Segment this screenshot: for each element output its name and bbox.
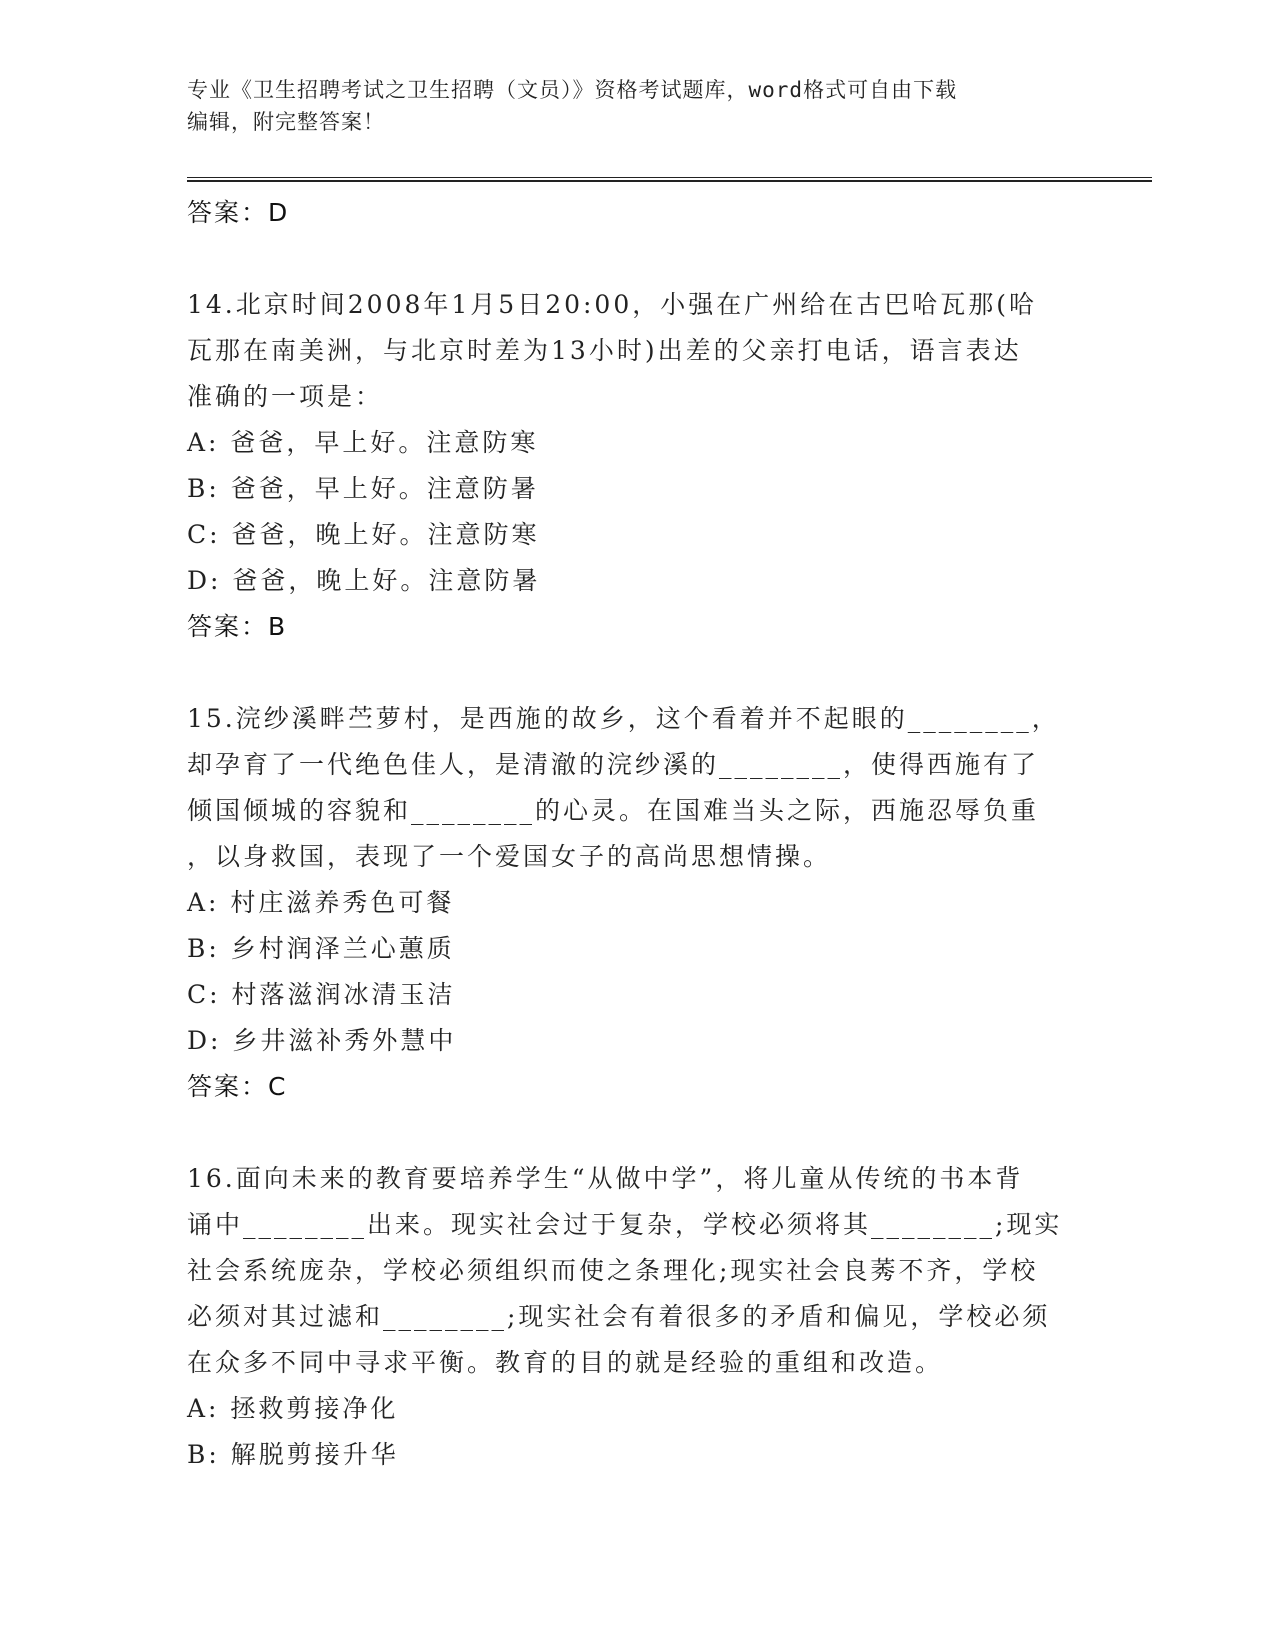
question-text-line: 必须对其过滤和________;现实社会有着很多的矛盾和偏见，学校必须 [187,1302,1051,1331]
question-text-line: 却孕育了一代绝色佳人，是清澈的浣纱溪的________，使得西施有了 [187,750,1040,779]
spacer [187,236,1087,282]
spacer [187,650,1087,696]
answer: 答案：C [187,1072,288,1101]
question-text-line: 15.浣纱溪畔苎萝村，是西施的故乡，这个看着并不起眼的________， [187,704,1060,733]
question-text-line: 诵中________出来。现实社会过于复杂，学校必须将其________;现实 [187,1210,1063,1239]
spacer [187,1110,1087,1156]
question-text-line: 准确的一项是： [187,382,384,411]
question-16 [187,1156,1087,1478]
header-divider-thick [187,180,1152,182]
header-divider-thin [187,177,1152,178]
question-text-line: ，以身救国，表现了一个爱国女子的高尚思想情操。 [187,842,832,871]
answer: 答案：B [187,612,288,641]
page-header [187,74,1087,138]
option-c: C: 爸爸，晚上好。注意防寒 [187,520,540,549]
question-text-line: 在众多不同中寻求平衡。教育的目的就是经验的重组和改造。 [187,1348,944,1377]
header-line-2: 编辑，附完整答案！ [187,110,385,134]
question-text-line: 瓦那在南美洲，与北京时差为13小时)出差的父亲打电话，语言表达 [187,336,1022,365]
question-14 [187,282,1087,650]
question-text-line: 14.北京时间2008年1月5日20:00，小强在广州给在古巴哈瓦那(哈 [187,290,1037,319]
question-text-line: 16.面向未来的教育要培养学生“从做中学”，将儿童从传统的书本背 [187,1164,1024,1193]
option-c: C: 村落滋润冰清玉洁 [187,980,456,1009]
option-a: A: 爸爸，早上好。注意防寒 [187,428,539,457]
option-a: A: 拯救剪接净化 [187,1394,399,1423]
question-text-line: 倾国倾城的容貌和________的心灵。在国难当头之际，西施忍辱负重 [187,796,1040,825]
option-d: D: 乡井滋补秀外慧中 [187,1026,457,1055]
option-b: B: 解脱剪接升华 [187,1440,399,1469]
option-d: D: 爸爸，晚上好。注意防暑 [187,566,541,595]
question-15 [187,696,1087,1110]
previous-answer: 答案：D [187,198,290,227]
header-line-1: 专业《卫生招聘考试之卫生招聘（文员）》资格考试题库，word格式可自由下载 [187,78,958,102]
option-a: A: 村庄滋养秀色可餐 [187,888,455,917]
question-text-line: 社会系统庞杂，学校必须组织而使之条理化;现实社会良莠不齐，学校 [187,1256,1039,1285]
option-b: B: 乡村润泽兰心蕙质 [187,934,455,963]
document-body [187,190,1087,1478]
option-b: B: 爸爸，早上好。注意防暑 [187,474,539,503]
